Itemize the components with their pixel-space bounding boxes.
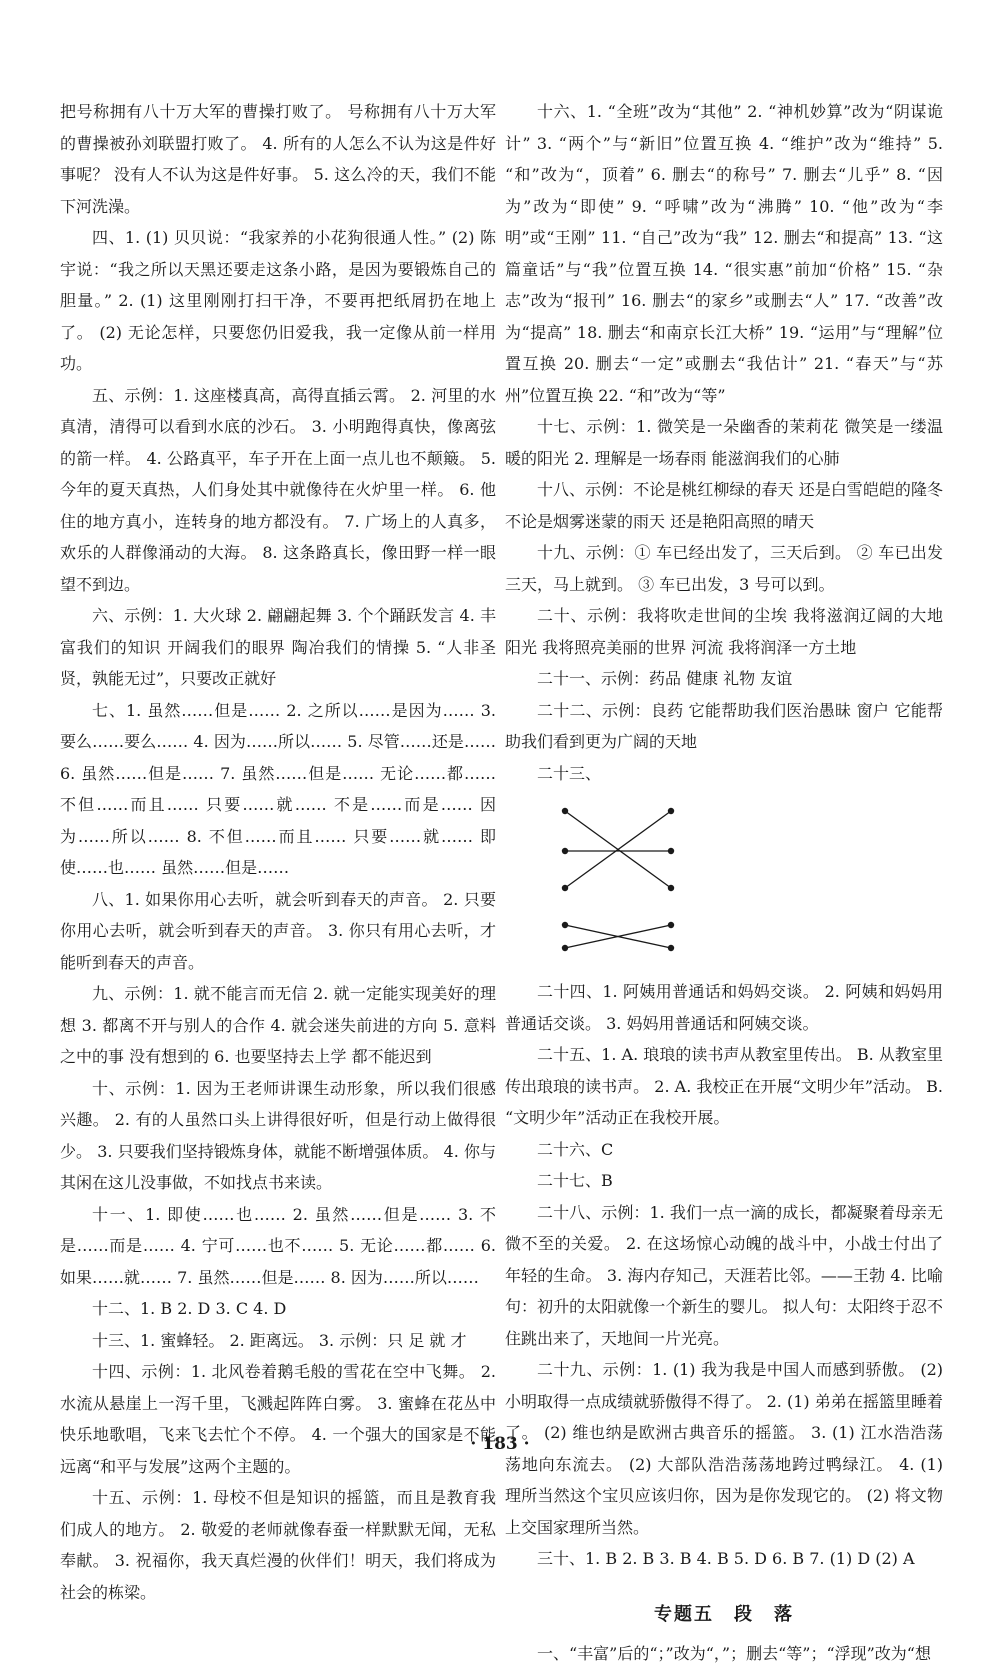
answer-block: 十八、示例：不论是桃红柳绿的春天 还是白雪皑皑的隆冬 不论是烟雾迷蒙的雨天 还是艳阳高照的晴天 <box>505 480 943 531</box>
match-dot <box>668 945 674 951</box>
match-dot <box>562 922 568 928</box>
answer-block: 二十五、1. A. 琅琅的读书声从教室里传出。 B. 从教室里传出琅琅的读书声。 2. A. 我校正在开展“文明少年”活动。 B. “文明少年”活动正在我校开展。 <box>505 1045 943 1127</box>
answer-block: 二十三、 <box>537 763 602 783</box>
left-column <box>60 96 496 1608</box>
answer-block: 十三、1. 蜜蜂轻。 2. 距离远。 3. 示例：只 足 就 才 <box>92 1330 467 1350</box>
answer-block: 二十九、示例：1. (1) 我为我是中国人而感到骄傲。 (2) 小明取得一点成绩就骄傲得不得了。 2. (1) 弟弟在摇篮里睡着了。 (2) 维也纳是欧洲古典音乐的摇篮。 3. (1) 江水浩浩荡荡地向东流去。 (2) 大部队浩浩荡荡地跨过鸭绿江。 4. (1) 理所当然这个宝贝应该归你，因为是你发现它的。 (2) 将文物上交国家理所当然。 <box>505 1360 943 1537</box>
answer-block: 三十、1. B 2. B 3. B 4. B 5. D 6. B 7. (1) D (2) A <box>537 1549 915 1568</box>
match-dot <box>668 922 674 928</box>
matching-lines-svg <box>553 793 693 963</box>
column-divider <box>484 100 485 1340</box>
answer-block: 五、示例：1. 这座楼真高，高得直插云霄。 2. 河里的水真清，清得可以看到水底的沙石。 3. 小明跑得真快，像离弦的箭一样。 4. 公路真平，车子开在上面一点儿也不颠簸。 5. 今年的夏天真热，人们身处其中就像待在火炉里一样。 6. 他住的地方真小，连转身的地方都没有。 7. 广场上的人真多，欢乐的人群像涌动的大海。 8. 这条路真长，像田野一样一眼望不到边。 <box>60 385 496 594</box>
answer-block: 十、示例：1. 因为王老师讲课生动形象，所以我们很感兴趣。 2. 有的人虽然口头上讲得很好听，但是行动上做得很少。 3. 只要我们坚持锻炼身体，就能不断增强体质。 4. 你与其闲在这儿没事做，不如找点书来读。 <box>60 1078 496 1192</box>
page-number: · 183 · <box>470 1434 530 1454</box>
answer-block: 十六、1. “全班”改为“其他” 2. “神机妙算”改为“阴谋诡计” 3. “两个”与“新旧”位置互换 4. “维护”改为“维持” 5. “和”改为“，顶着” 6. 删去“的称号” 7. 删去“儿乎” 8. “因为”改为“即使” 9. “呼啸”改为“沸腾” 10. “他”改为“李明”或“王刚” 11. “自己”改为“我” 12. 删去“和提高” 13. “这篇童话”与“我”位置互换 14. “很实惠”前加“价格” 15. “杂志”改为“报刊” 16. 删去“的家乡”或删去“人” 17. “改善”改为“提高” 18. 删去“和南京长江大桥” 19. “运用”与“理解”位置互换 20. 删去“一定”或删去“我估计” 21. “春天”与“苏州”位置互换 22. “和”改为“等” <box>505 102 943 405</box>
answer-block: 四、1. (1) 贝贝说：“我家养的小花狗很通人性。” (2) 陈宇说：“我之所以天黑还要走这条小路，是因为要锻炼自己的胆量。” 2. (1) 这里刚刚打扫干净，不要再把纸屑扔在地上了。 (2) 无论怎样，只要您仍旧爱我，我一定像从前一样用功。 <box>60 228 496 373</box>
match-dot <box>668 885 674 891</box>
answer-block: 十九、示例：① 车已经出发了，三天后到。 ② 车已出发三天，马上就到。 ③ 车已出发，3 号可以到。 <box>505 543 943 594</box>
matching-diagram <box>505 793 943 968</box>
answer-block: 二十二、示例：良药 它能帮助我们医治愚昧 窗户 它能帮助我们看到更为广阔的天地 <box>505 700 943 751</box>
answer-block: 六、示例：1. 大火球 2. 翩翩起舞 3. 个个踊跃发言 4. 丰富我们的知识 开阔我们的眼界 陶冶我们的情操 5. “人非圣贤，孰能无过”，只要改正就好 <box>60 606 496 688</box>
answer-block: 二十、示例：我将吹走世间的尘埃 我将滋润辽阔的大地 阳光 我将照亮美丽的世界 河流 我将润泽一方土地 <box>505 606 943 657</box>
answer-block: 九、示例：1. 就不能言而无信 2. 就一定能实现美好的理想 3. 都离不开与别人的合作 4. 就会迷失前进的方向 5. 意料之中的事 没有想到的 6. 也要坚持去上学 都不能迟到 <box>60 984 496 1066</box>
section-title: 专题五 段 落 <box>654 1603 794 1625</box>
answer-block: 十七、示例：1. 微笑是一朵幽香的茉莉花 微笑是一缕温暖的阳光 2. 理解是一场春雨 能滋润我们的心肺 <box>505 417 943 468</box>
answer-block: 二十八、示例：1. 我们一点一滴的成长，都凝聚着母亲无微不至的关爱。 2. 在这场惊心动魄的战斗中，小战士付出了年轻的生命。 3. 海内存知己，天涯若比邻。——王勃 4. 比喻句：初升的太阳就像一个新生的婴儿。 拟人句：太阳终于忍不住跳出来了，天地间一片光亮。 <box>505 1202 943 1348</box>
section-text: 一、“丰富”后的“；”改为“，”；删去“等”；“浮现”改为“想 <box>537 1644 931 1663</box>
answer-block: 十五、示例：1. 母校不但是知识的摇篮，而且是教育我们成人的地方。 2. 敬爱的老师就像春蚕一样默默无闻，无私奉献。 3. 祝福你，我天真烂漫的伙伴们！明天，我们将成为社会的栋梁。 <box>60 1488 496 1602</box>
match-dot <box>668 808 674 814</box>
match-dot <box>562 808 568 814</box>
answer-block: 二十四、1. 阿姨用普通话和妈妈交谈。 2. 阿姨和妈妈用普通话交谈。 3. 妈妈用普通话和阿姨交谈。 <box>505 982 943 1033</box>
answer-block: 十四、示例：1. 北风卷着鹅毛般的雪花在空中飞舞。 2. 水流从悬崖上一泻千里，飞溅起阵阵白雾。 3. 蜜蜂在花丛中快乐地歌唱，飞来飞去忙个不停。 4. 一个强大的国家是不能远离“和平与发展”这两个主题的。 <box>60 1362 496 1476</box>
answer-block: 二十一、示例：药品 健康 礼物 友谊 <box>537 669 793 688</box>
answer-block: 二十六、C <box>537 1139 614 1159</box>
answer-block: 七、1. 虽然……但是…… 2. 之所以……是因为…… 3. 要么……要么…… 4. 因为……所以…… 5. 尽管……还是…… 6. 虽然……但是…… 7. 虽然……但是…… 无论……都…… 不但……而且…… 只要……就…… 不是……而是…… 因为……所以…… 8. 不但……而且…… 只要……就…… 即使……也…… 虽然……但是…… <box>60 700 496 877</box>
answer-block: 八、1. 如果你用心去听，就会听到春天的声音。 2. 只要你用心去听，就会听到春天的声音。 3. 你只有用心去听，才能听到春天的声音。 <box>60 889 496 972</box>
match-dot <box>562 945 568 951</box>
answer-block: 十二、1. B 2. D 3. C 4. D <box>92 1299 287 1318</box>
match-dot <box>562 885 568 891</box>
match-dot <box>668 848 674 854</box>
answer-block: 把号称拥有八十万大军的曹操打败了。 号称拥有八十万大军的曹操被孙刘联盟打败了。 4. 所有的人怎么不认为这是件好事呢？ 没有人不认为这是件好事。 5. 这么冷的天，我们不能下河洗澡。 <box>60 102 496 216</box>
match-dot <box>562 848 568 854</box>
answer-block: 十一、1. 即使……也…… 2. 虽然……但是…… 3. 不是……而是…… 4. 宁可……也不…… 5. 无论……都…… 6. 如果……就…… 7. 虽然……但是…… 8. 因为……所以…… <box>60 1204 496 1287</box>
answer-block: 二十七、B <box>537 1171 613 1190</box>
